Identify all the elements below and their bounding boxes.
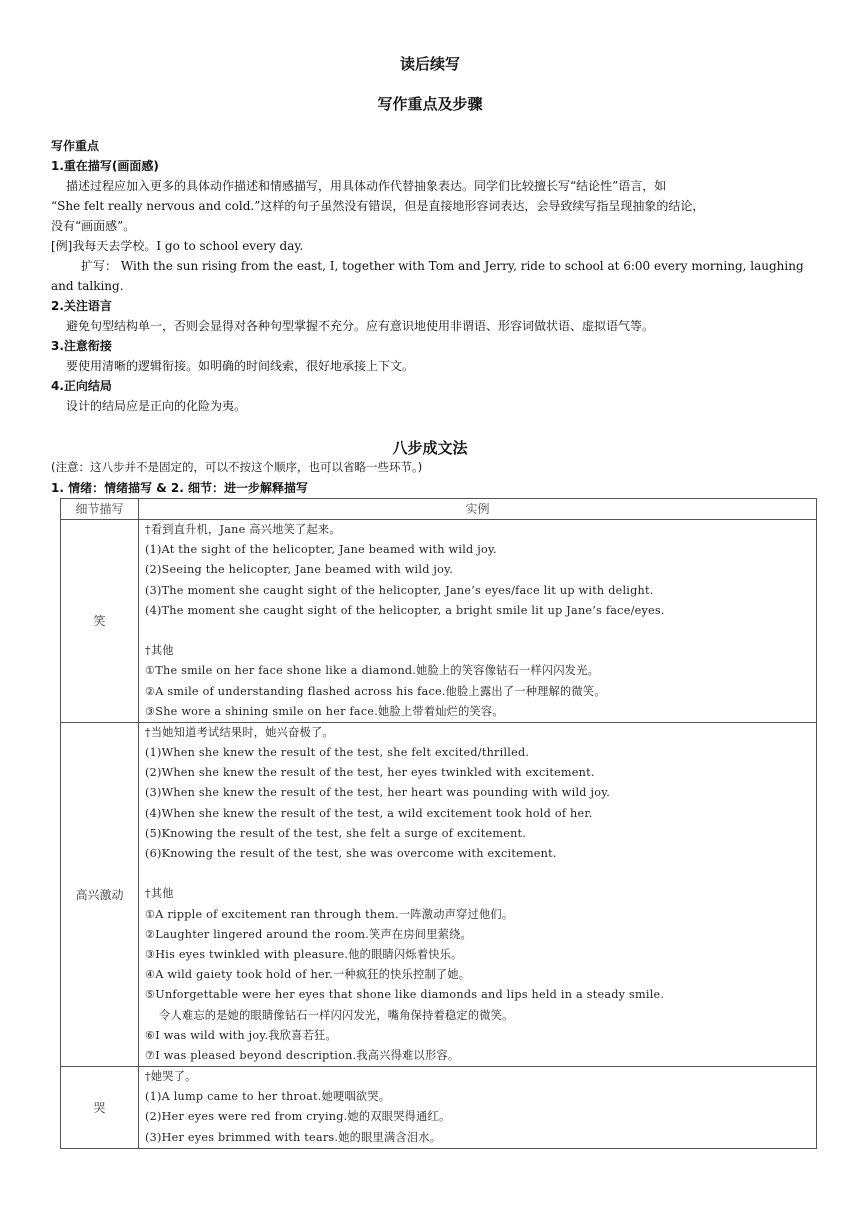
examples-table <box>60 498 817 1149</box>
table-row <box>61 1067 817 1149</box>
example-line: ③His eyes twinkled with pleasure.他的眼睛闪烁着快乐。 <box>145 947 463 961</box>
table-header-examples: 实例 <box>139 499 817 520</box>
table-header-row <box>61 499 817 520</box>
example-line: (2)Her eyes were red from crying.她的双眼哭得通红。 <box>145 1110 451 1124</box>
example-line: 令人难忘的是她的眼睛像钻石一样闪闪发光，嘴角保持着稳定的微笑。 <box>159 1008 514 1022</box>
step-heading: 1. 情绪：情绪描写 & 2. 细节：进一步解释描写 <box>51 481 308 495</box>
focus-point-1-line-3: 没有“画面感”。 <box>51 219 136 233</box>
table-row-category: 哭 <box>61 1067 139 1149</box>
example-line: (6)Knowing the result of the test, she was overcome with excitement. <box>145 847 557 860</box>
example-line: (2)Seeing the helicopter, Jane beamed with wild joy. <box>145 563 454 577</box>
table-row-examples <box>139 520 817 723</box>
writing-focus-section <box>51 136 811 416</box>
example-line: †她哭了。 <box>145 1070 197 1084</box>
example-line: (1)A lump came to her throat.她哽咽欲哭。 <box>145 1090 391 1104</box>
document-subtitle: 写作重点及步骤 <box>377 95 483 113</box>
focus-point-1-title: 1.重在描写(画面感) <box>51 159 159 173</box>
example-line: (1)At the sight of the helicopter, Jane beamed with wild joy. <box>145 543 497 557</box>
table-row-category: 笑 <box>61 520 139 723</box>
table-row-category: 高兴激动 <box>61 722 139 1066</box>
example-line: †其他 <box>145 644 174 658</box>
table-header-category: 细节描写 <box>61 499 139 520</box>
example-line: (3)The moment she caught sight of the helicopter, Jane’s eyes/face lit up with delight. <box>145 583 654 597</box>
eight-steps-note: (注意：这八步并不是固定的，可以不按这个顺序，也可以省略一些环节。) <box>51 460 423 474</box>
table-row-examples <box>139 722 817 1066</box>
example-line: †看到直升机，Jane 高兴地笑了起来。 <box>145 523 341 536</box>
focus-heading: 写作重点 <box>51 139 100 153</box>
expanded-sentence-line-1: 扩写： With the sun rising from the east, I, together with Tom and Jerry, ride to school at 6:00 every morning, laughing <box>81 259 804 273</box>
example-line: ①The smile on her face shone like a diamond.她脸上的笑容像钻石一样闪闪发光。 <box>145 664 600 678</box>
example-line: ④A wild gaiety took hold of her.一种疯狂的快乐控制了她。 <box>145 968 471 982</box>
table-row <box>61 520 817 723</box>
focus-point-4-title: 4.正向结局 <box>51 379 112 393</box>
example-line: (2)When she knew the result of the test, her eyes twinkled with excitement. <box>145 766 595 780</box>
example-line: (1)When she knew the result of the test, she felt excited/thrilled. <box>145 746 530 760</box>
example-line: ③She wore a shining smile on her face.她脸上带着灿烂的笑容。 <box>145 704 504 718</box>
focus-point-1-line-2: “She felt really nervous and cold.”这样的句子虽然没有错误，但是直接地形容词表达，会导致续写指呈现抽象的结论， <box>51 199 705 213</box>
eight-steps-title: 八步成文法 <box>392 439 468 457</box>
example-line: (4)When she knew the result of the test, a wild excitement took hold of her. <box>145 806 593 820</box>
example-line: ②Laughter lingered around the room.笑声在房间里萦绕。 <box>145 927 472 941</box>
focus-point-1-line-1: 描述过程应加入更多的具体动作描述和情感描写，用具体动作代替抽象表达。同学们比较擅长写“结论性”语言，如 <box>66 179 667 193</box>
table-row-examples <box>139 1067 817 1149</box>
example-line: (3)When she knew the result of the test, her heart was pounding with wild joy. <box>145 786 611 800</box>
focus-point-3-title: 3.注意衔接 <box>51 339 112 353</box>
example-line: ①A ripple of excitement ran through them.一阵激动声穿过他们。 <box>145 907 514 921</box>
example-line: ②A smile of understanding flashed across his face.他脸上露出了一种理解的微笑。 <box>145 684 606 698</box>
example-sentence: [例]我每天去学校。I go to school every day. <box>51 239 304 253</box>
focus-point-4-text: 设计的结局应是正向的化险为夷。 <box>66 399 247 413</box>
focus-point-3-text: 要使用清晰的逻辑衔接。如明确的时间线索，很好地承接上下文。 <box>66 359 415 373</box>
example-line: †当她知道考试结果时，她兴奋极了。 <box>145 725 334 739</box>
example-line: ⑦I was pleased beyond description.我高兴得难以形容。 <box>145 1048 460 1062</box>
table-row <box>61 722 817 1066</box>
example-line <box>145 864 816 884</box>
document-title: 读后续写 <box>399 55 460 73</box>
example-line: (5)Knowing the result of the test, she felt a surge of excitement. <box>145 826 527 840</box>
expanded-sentence-line-2: and talking. <box>51 279 124 293</box>
example-line: †其他 <box>145 887 174 901</box>
focus-point-2-title: 2.关注语言 <box>51 299 112 313</box>
example-line: (3)Her eyes brimmed with tears.她的眼里满含泪水。 <box>145 1130 442 1144</box>
example-line: (4)The moment she caught sight of the helicopter, a bright smile lit up Jane’s face/eyes. <box>145 603 665 617</box>
example-line: ⑤Unforgettable were her eyes that shone like diamonds and lips held in a steady smile. <box>145 988 665 1002</box>
focus-point-2-text: 避免句型结构单一，否则会显得对各种句型掌握不充分。应有意识地使用非谓语、形容词做状语、虚拟语气等。 <box>66 319 655 333</box>
example-line <box>145 621 816 641</box>
example-line: ⑥I was wild with joy.我欣喜若狂。 <box>145 1028 337 1042</box>
